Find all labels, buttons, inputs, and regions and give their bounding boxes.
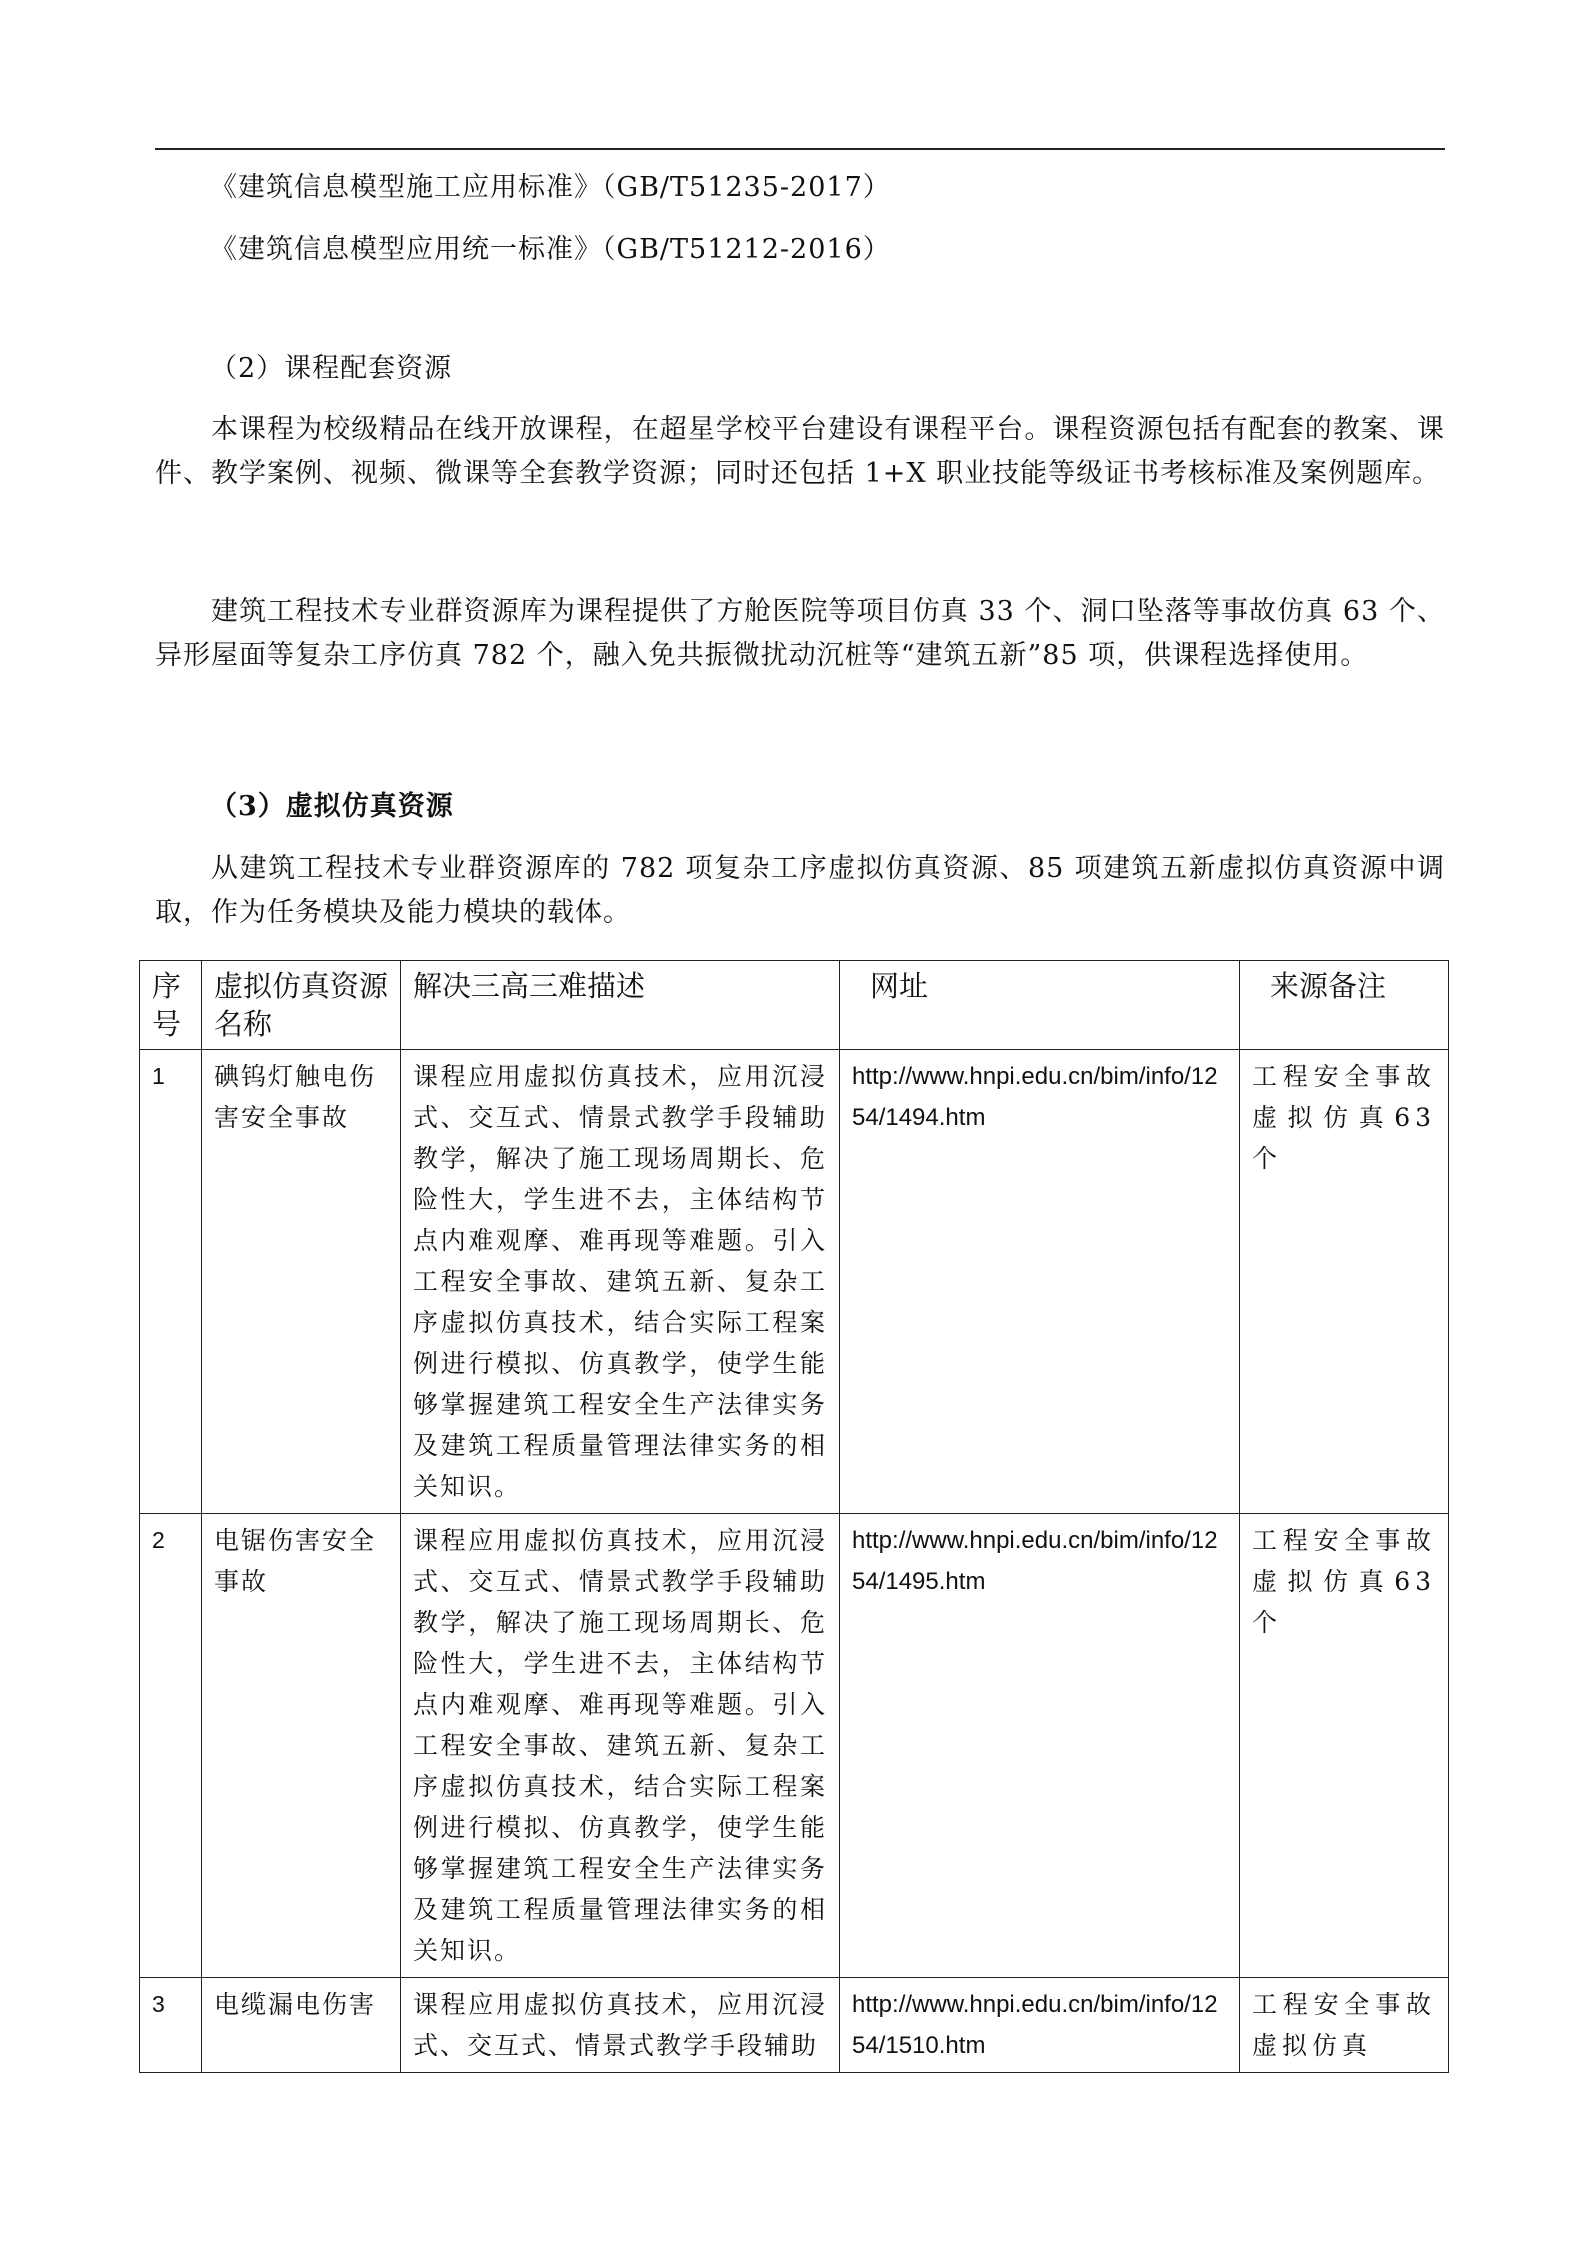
row-desc: 课程应用虚拟仿真技术，应用沉浸式、交互式、情景式教学手段辅助	[401, 1978, 840, 2073]
row-source: 工程安全事故虚拟仿真	[1240, 1978, 1449, 2073]
row-no: 2	[140, 1514, 202, 1978]
header-no: 序号	[140, 961, 202, 1050]
row-desc: 课程应用虚拟仿真技术，应用沉浸式、交互式、情景式教学手段辅助教学，解决了施工现场周期长、危险性大，学生进不去，主体结构节点内难观摩、难再现等难题。引入工程安全事故、建筑五新、复杂工序虚拟仿真技术，结合实际工程案例进行模拟、仿真教学，使学生能够掌握建筑工程安全生产法律实务及建筑工程质量管理法律实务的相关知识。	[401, 1514, 840, 1978]
section-2-heading: （2）课程配套资源	[210, 353, 453, 384]
row-url-link[interactable]: http://www.hnpi.edu.cn/bim/info/1254/1495.htm	[840, 1514, 1240, 1978]
simulation-resource-table	[139, 960, 1449, 2073]
row-no: 1	[140, 1050, 202, 1514]
standard-1: 《建筑信息模型施工应用标准》（GB/T51235-2017）	[210, 172, 891, 203]
header-url: 网址	[840, 961, 1240, 1050]
section-2-paragraph-2: 建筑工程技术专业群资源库为课程提供了方舱医院等项目仿真 33 个、洞口坠落等事故仿真 63 个、异形屋面等复杂工序仿真 782 个，融入免共振微扰动沉桩等“建筑五新”85 项，供课程选择使用。	[155, 596, 1445, 671]
standard-2: 《建筑信息模型应用统一标准》（GB/T51212-2016）	[210, 234, 891, 265]
table-row	[140, 1978, 1449, 2073]
row-desc: 课程应用虚拟仿真技术，应用沉浸式、交互式、情景式教学手段辅助教学，解决了施工现场周期长、危险性大，学生进不去，主体结构节点内难观摩、难再现等难题。引入工程安全事故、建筑五新、复杂工序虚拟仿真技术，结合实际工程案例进行模拟、仿真教学，使学生能够掌握建筑工程安全生产法律实务及建筑工程质量管理法律实务的相关知识。	[401, 1050, 840, 1514]
section-2-paragraph-1: 本课程为校级精品在线开放课程，在超星学校平台建设有课程平台。课程资源包括有配套的教案、课件、教学案例、视频、微课等全套教学资源；同时还包括 1+X 职业技能等级证书考核标准及案例题库。	[155, 414, 1445, 489]
row-name: 电锯伤害安全事故	[202, 1514, 401, 1978]
row-source: 工程安全事故虚拟仿真63个	[1240, 1514, 1449, 1978]
row-url-link[interactable]: http://www.hnpi.edu.cn/bim/info/1254/1494.htm	[840, 1050, 1240, 1514]
header-desc: 解决三高三难描述	[401, 961, 840, 1050]
row-no: 3	[140, 1978, 202, 2073]
row-name: 碘钨灯触电伤害安全事故	[202, 1050, 401, 1514]
row-source: 工程安全事故虚拟仿真63个	[1240, 1050, 1449, 1514]
table-header-row	[140, 961, 1449, 1050]
section-3-heading: （3）虚拟仿真资源	[210, 791, 454, 822]
row-name: 电缆漏电伤害	[202, 1978, 401, 2073]
table-row	[140, 1050, 1449, 1514]
header-source: 来源备注	[1240, 961, 1449, 1050]
row-url-link[interactable]: http://www.hnpi.edu.cn/bim/info/1254/1510.htm	[840, 1978, 1240, 2073]
table-row	[140, 1514, 1449, 1978]
section-3-paragraph-1: 从建筑工程技术专业群资源库的 782 项复杂工序虚拟仿真资源、85 项建筑五新虚拟仿真资源中调取，作为任务模块及能力模块的载体。	[155, 853, 1445, 928]
header-rule	[155, 148, 1445, 150]
header-name: 虚拟仿真资源名称	[202, 961, 401, 1050]
